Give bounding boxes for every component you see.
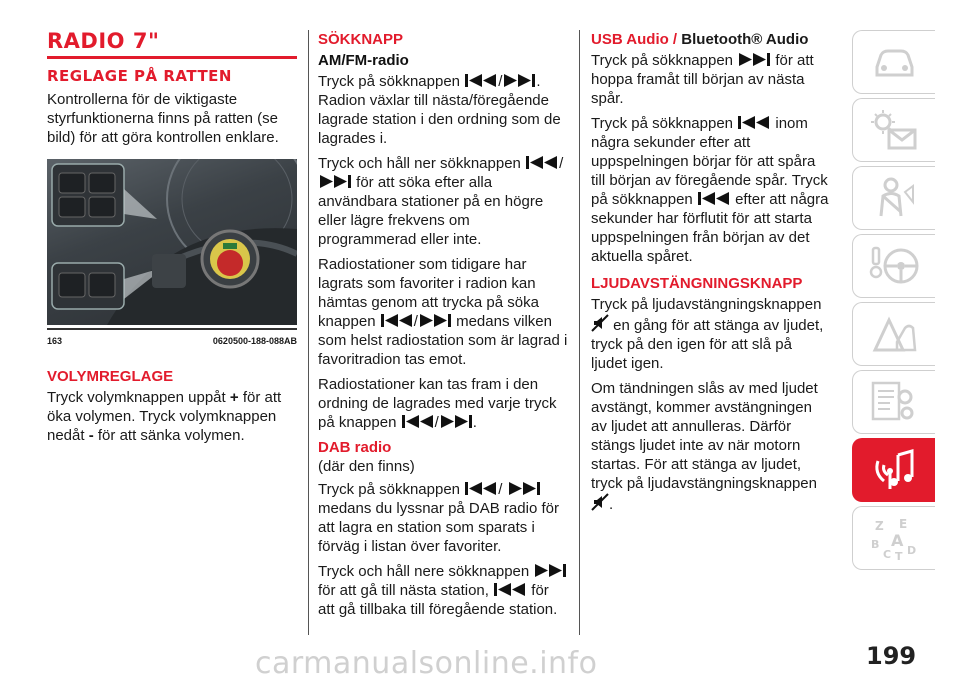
seek-forward-icon	[439, 414, 473, 429]
text: medans du lyssnar på DAB radio för att lagra en station som sparats i förväg i listan över favoriter.	[318, 500, 559, 555]
usb-paragraph-2	[591, 114, 831, 266]
usb-paragraph-1	[591, 51, 831, 108]
mute-paragraph-1	[591, 295, 831, 373]
middle-column	[318, 30, 568, 625]
tab-multimedia[interactable]	[852, 438, 935, 502]
dab-paragraph-1	[318, 480, 568, 556]
text: Radiostationer som tidigare har lagrats som favoriter i radion kan hämtas genom att trycka på söka knappen	[318, 256, 539, 330]
seek-back-icon	[493, 582, 527, 597]
usb-heading	[591, 30, 831, 49]
seek-forward-icon	[533, 563, 567, 578]
text: Radiostationer kan tas fram i den ordning de lagrades med varje tryck på knappen	[318, 376, 557, 431]
seek-forward-icon	[502, 73, 536, 88]
minus-symbol: -	[88, 427, 94, 444]
seek-forward-icon	[507, 481, 541, 496]
volume-heading: VOLYMREGLAGE	[47, 368, 174, 385]
volume-paragraph	[47, 388, 297, 445]
usb-heading-black: Bluetooth® Audio	[681, 31, 809, 48]
tab-warning-lights[interactable]	[852, 98, 935, 162]
volume-text-1: Tryck volymknappen uppåt	[47, 389, 226, 406]
tab-steering-wheel[interactable]	[852, 234, 935, 298]
text: Tryck på ljudavstängningsknappen	[591, 296, 822, 313]
text: Tryck på sökknappen	[591, 115, 734, 132]
am-paragraph-4	[318, 375, 568, 432]
slash: /	[413, 313, 418, 330]
car-dashboard-icon	[871, 43, 917, 81]
seek-back-icon	[737, 115, 771, 130]
text: Tryck på sökknappen	[318, 481, 461, 498]
steering-wheel-illustration	[47, 159, 297, 325]
page-number: 199	[866, 642, 917, 670]
slash: /	[498, 73, 503, 90]
text: efter att några sekunder har förflutit för att starta uppspelningen från början av det aktuella spåret.	[591, 191, 829, 265]
volume-text-3: för att sänka volymen.	[97, 427, 245, 444]
text: Tryck och håll ner sökknappen	[318, 155, 521, 172]
svg-text:E: E	[899, 517, 908, 531]
volume-text-2: för att öka volymen. Tryck volymknappen nedåt	[47, 389, 282, 444]
slash: /	[559, 155, 564, 172]
svg-text:B: B	[871, 538, 880, 551]
svg-text:A: A	[891, 531, 904, 550]
steering-wheel-icon	[867, 244, 921, 288]
am-paragraph-1	[318, 72, 568, 148]
alphabetical-index-icon	[869, 514, 919, 562]
figure-number: 163	[47, 336, 63, 346]
tab-car-dashboard[interactable]	[852, 30, 935, 94]
text: för att hoppa framåt till början av nästa spår.	[591, 52, 814, 107]
tab-emergency[interactable]	[852, 302, 935, 366]
slash: /	[434, 414, 439, 431]
multimedia-icon	[868, 447, 920, 493]
dot: .	[536, 73, 541, 90]
seatbelt-safety-icon	[871, 176, 917, 220]
dot: .	[609, 496, 614, 513]
dab-paragraph-2	[318, 562, 568, 619]
dot: .	[472, 414, 477, 431]
text: Om tändningen slås av med ljudet avstängt, kommer avstängningen av ljudet att annulleras. Därför stängs ljudet inte av när motorn startas. För att stänga av ljudet, tryck på ljudavstängningsknappen	[591, 380, 818, 492]
column-divider	[308, 30, 309, 635]
text: medans vilken som helst radiostation som är lagrad i favoritradion tas emot.	[318, 313, 568, 368]
tab-index[interactable]	[852, 506, 935, 570]
seek-back-icon	[525, 155, 559, 170]
svg-text:C: C	[883, 548, 892, 561]
svg-text:T: T	[895, 550, 903, 562]
am-paragraph-3	[318, 255, 568, 369]
plus-symbol: +	[229, 389, 239, 406]
intro-paragraph: Kontrollerna för de viktigaste styrfunktionerna finns på ratten (se bild) för att göra kontrollen enklare.	[47, 91, 279, 146]
tab-maintenance[interactable]	[852, 370, 935, 434]
mute-heading: LJUDAVSTÄNGNINGSKNAPP	[591, 275, 803, 292]
steering-wheel-photo	[47, 159, 297, 325]
maintenance-gears-icon	[869, 379, 919, 425]
seek-back-icon	[464, 481, 498, 496]
svg-text:Z: Z	[875, 519, 884, 533]
slash: /	[498, 481, 503, 498]
title-divider	[47, 56, 297, 59]
am-paragraph-2	[318, 154, 568, 249]
seek-heading: SÖKKNAPP	[318, 31, 404, 48]
usb-heading-red: USB Audio /	[591, 31, 678, 48]
text: inom några sekunder efter att uppspelningen börjar för att spåra till början av föregående spår. Tryck på sökknappen	[591, 115, 828, 208]
seek-back-icon	[380, 313, 414, 328]
text: för att söka efter alla användbara stationer på en högre eller lägre frekvens om programmerad eller inte.	[318, 174, 544, 248]
section-title: REGLAGE PÅ RATTEN	[47, 67, 232, 85]
watermark: carmanualsonline.info	[255, 646, 598, 681]
seek-back-icon	[697, 191, 731, 206]
svg-text:D: D	[907, 544, 917, 557]
text: Tryck och håll nere sökknappen	[318, 563, 530, 580]
seek-back-icon	[401, 414, 435, 429]
warning-lights-icon	[869, 108, 919, 152]
seek-forward-icon	[318, 174, 352, 189]
mute-icon	[591, 493, 609, 511]
page-title: RADIO 7"	[47, 29, 160, 53]
dab-heading: DAB radio	[318, 439, 392, 456]
column-divider	[579, 30, 580, 635]
mute-icon	[591, 314, 609, 332]
text: för att gå till nästa station,	[318, 582, 489, 599]
emergency-triangle-icon	[869, 312, 919, 356]
text: en gång för att stänga av ljudet, tryck på den igen för att slå på ljudet igen.	[591, 317, 824, 372]
mute-paragraph-2	[591, 379, 831, 514]
tab-seatbelt-safety[interactable]	[852, 166, 935, 230]
text: Radion växlar till nästa/föregående lagrade station i den ordning som de lagrades i.	[318, 92, 561, 147]
seek-back-icon	[464, 73, 498, 88]
chapter-tabs	[852, 30, 934, 574]
text: Tryck på sökknappen	[318, 73, 461, 90]
figure-caption	[47, 328, 297, 351]
text: Tryck på sökknappen	[591, 52, 734, 69]
right-column	[591, 30, 831, 520]
text: för att gå tillbaka till föregående station.	[318, 582, 558, 618]
dab-subheading: (där den finns)	[318, 458, 415, 475]
seek-forward-icon	[418, 313, 452, 328]
seek-forward-icon	[737, 52, 771, 67]
figure-code: 0620500-188-088AB	[212, 336, 297, 346]
am-fm-heading: AM/FM-radio	[318, 52, 409, 69]
left-column	[47, 30, 297, 451]
